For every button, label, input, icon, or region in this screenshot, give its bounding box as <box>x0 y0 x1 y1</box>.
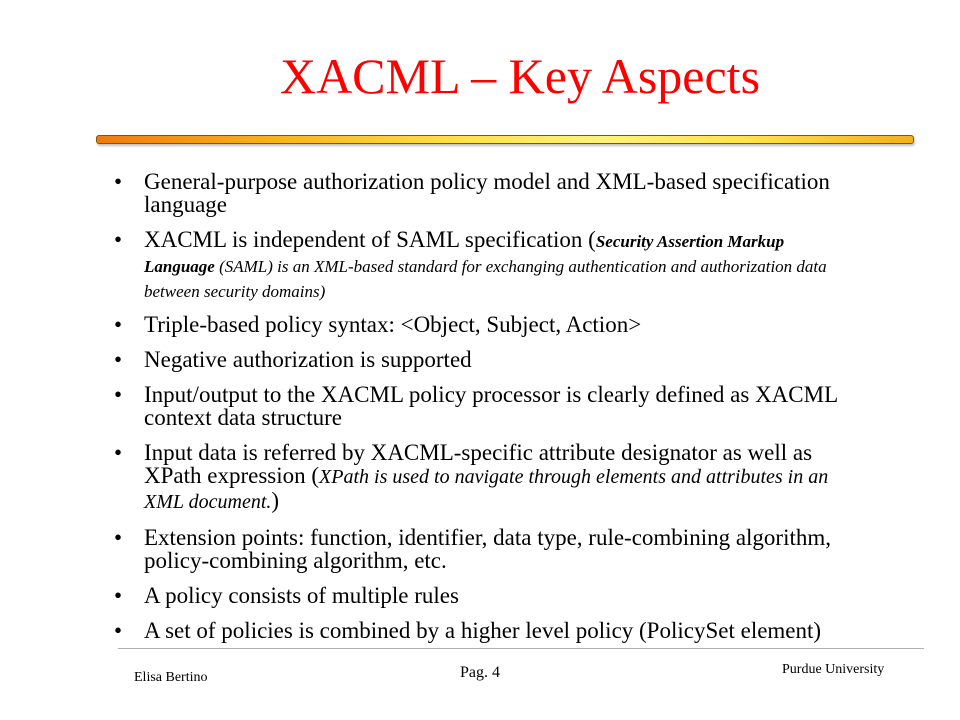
bullet-item <box>108 441 838 514</box>
bullet-item <box>108 348 838 371</box>
slide-title: XACML – Key Aspects <box>279 48 761 104</box>
footer-author: Elisa Bertino <box>134 670 208 685</box>
footer-institution: Purdue University <box>782 662 885 677</box>
bullet-text: General-purpose authorization policy model and XML-based specification language <box>144 169 830 217</box>
bullet-text: A policy consists of multiple rules <box>144 583 459 608</box>
bullet-text: XACML is independent of SAML specification ( <box>144 227 596 252</box>
footer-page-number: Pag. 4 <box>460 664 500 681</box>
bullet-dot: • <box>113 525 123 550</box>
bullet-item <box>108 584 838 607</box>
bullet-note: XPath is used to navigate through elements and attributes in an XML document. <box>144 466 829 513</box>
bullet-dot: • <box>113 312 123 337</box>
bullet-text: Negative authorization is supported <box>144 347 472 372</box>
bullet-list <box>108 170 838 654</box>
bullet-text: Input/output to the XACML policy processor is clearly defined as XACML context data structure <box>144 382 838 430</box>
bullet-item <box>108 228 838 301</box>
title-underline-bar <box>96 135 914 144</box>
bullet-text: Input data is referred by XACML-specific attribute designator as well as XPath expression ( <box>144 440 813 488</box>
bullet-note: (SAML) is an XML-based standard for exchanging authentication and authorization data between security domains <box>144 257 827 301</box>
footer-divider <box>118 648 924 649</box>
bullet-dot: • <box>113 382 123 407</box>
bullet-item <box>108 170 838 216</box>
bullet-dot: • <box>113 347 123 372</box>
bullet-item <box>108 526 838 572</box>
bullet-text: Extension points: function, identifier, data type, rule-combining algorithm, policy-combining algorithm, etc. <box>144 525 832 573</box>
bullet-note-bold: Security Assertion Markup Language <box>144 232 785 276</box>
bullet-dot: • <box>113 583 123 608</box>
bullet-text: Triple-based policy syntax: <Object, Subject, Action> <box>144 312 642 337</box>
bullet-text-closing: ) <box>271 488 280 513</box>
bullet-dot: • <box>113 440 123 465</box>
bullet-dot: • <box>113 169 123 194</box>
bullet-text: A set of policies is combined by a higher level policy (PolicySet element) <box>144 618 822 643</box>
bullet-text-closing: ) <box>319 282 326 301</box>
bullet-dot: • <box>113 618 123 643</box>
bullet-item <box>108 383 838 429</box>
bullet-item <box>108 619 838 642</box>
bullet-dot: • <box>113 227 123 252</box>
bullet-item <box>108 313 838 336</box>
